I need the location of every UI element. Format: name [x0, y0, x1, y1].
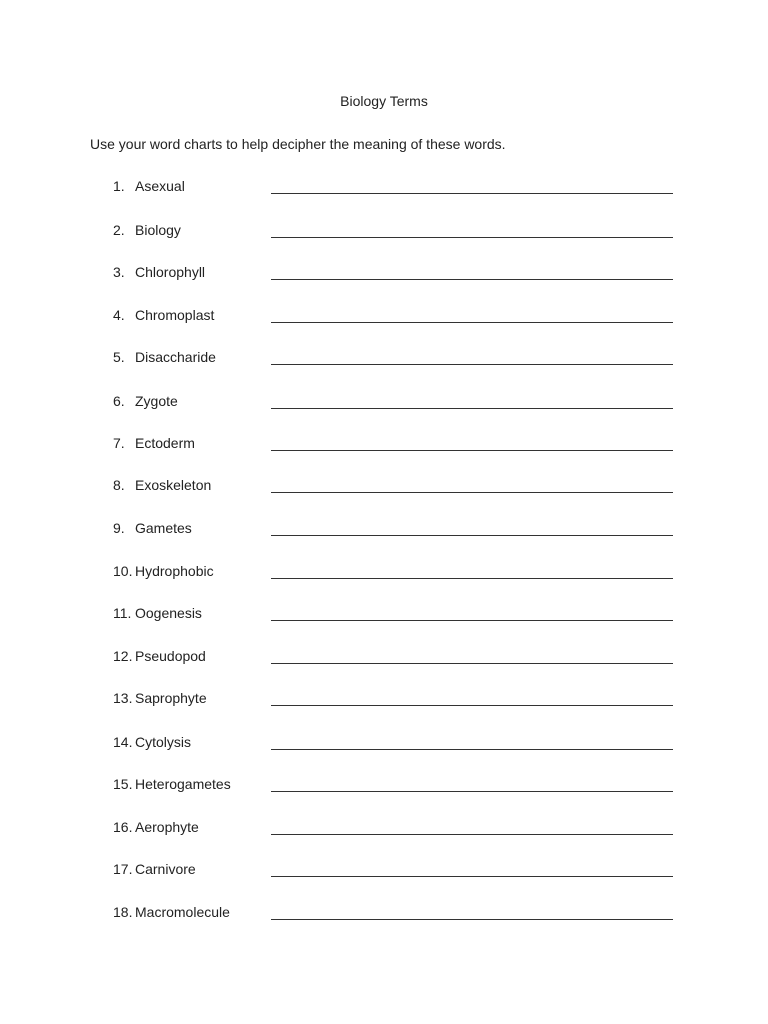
- term-row: [0, 819, 768, 841]
- page-title: Biology Terms: [340, 93, 428, 109]
- term-row: [0, 222, 768, 244]
- term-row: [0, 178, 768, 200]
- term-word: Carnivore: [135, 861, 196, 877]
- answer-blank-line: [271, 492, 673, 493]
- answer-blank-line: [271, 450, 673, 451]
- term-number: 10.: [113, 563, 133, 579]
- term-number: 2.: [113, 222, 125, 238]
- term-row: [0, 393, 768, 415]
- term-row: [0, 690, 768, 712]
- term-row: [0, 477, 768, 499]
- answer-blank-line: [271, 749, 673, 750]
- term-word: Macromolecule: [135, 904, 230, 920]
- term-number: 8.: [113, 477, 125, 493]
- term-number: 17.: [113, 861, 133, 877]
- term-row: [0, 563, 768, 585]
- term-number: 9.: [113, 520, 125, 536]
- term-row: [0, 520, 768, 542]
- term-word: Chromoplast: [135, 307, 215, 323]
- term-word: Chlorophyll: [135, 264, 206, 280]
- term-number: 14.: [113, 734, 133, 750]
- answer-blank-line: [271, 834, 673, 835]
- term-number: 18.: [113, 904, 133, 920]
- term-row: [0, 605, 768, 627]
- answer-blank-line: [271, 535, 673, 536]
- term-word: Oogenesis: [135, 605, 202, 621]
- term-number: 4.: [113, 307, 125, 323]
- term-word: Ectoderm: [135, 435, 195, 451]
- answer-blank-line: [271, 237, 673, 238]
- answer-blank-line: [271, 193, 673, 194]
- answer-blank-line: [271, 663, 673, 664]
- answer-blank-line: [271, 620, 673, 621]
- term-word: Heterogametes: [135, 776, 231, 792]
- term-number: 6.: [113, 393, 125, 409]
- term-row: [0, 435, 768, 457]
- term-word: Asexual: [135, 178, 185, 194]
- answer-blank-line: [271, 876, 673, 877]
- answer-blank-line: [271, 919, 673, 920]
- term-number: 3.: [113, 264, 125, 280]
- term-word: Pseudopod: [135, 648, 206, 664]
- term-row: [0, 861, 768, 883]
- term-row: [0, 648, 768, 670]
- term-number: 1.: [113, 178, 125, 194]
- answer-blank-line: [271, 408, 673, 409]
- answer-blank-line: [271, 791, 673, 792]
- answer-blank-line: [271, 705, 673, 706]
- term-word: Hydrophobic: [135, 563, 214, 579]
- term-word: Cytolysis: [135, 734, 192, 750]
- term-word: Gametes: [135, 520, 192, 536]
- term-word: Zygote: [135, 393, 178, 409]
- term-row: [0, 734, 768, 756]
- term-word: Exoskeleton: [135, 477, 212, 493]
- term-word: Aerophyte: [135, 819, 199, 835]
- term-number: 16.: [113, 819, 133, 835]
- term-word: Biology: [135, 222, 181, 238]
- term-number: 13.: [113, 690, 133, 706]
- term-word: Saprophyte: [135, 690, 207, 706]
- term-row: [0, 776, 768, 798]
- answer-blank-line: [271, 279, 673, 280]
- term-row: [0, 349, 768, 371]
- term-row: [0, 904, 768, 926]
- term-word: Disaccharide: [135, 349, 216, 365]
- term-number: 11.: [113, 605, 132, 621]
- term-row: [0, 307, 768, 329]
- instructions-text: Use your word charts to help decipher the meaning of these words.: [90, 136, 506, 152]
- term-number: 15.: [113, 776, 133, 792]
- term-number: 7.: [113, 435, 125, 451]
- answer-blank-line: [271, 322, 673, 323]
- term-number: 5.: [113, 349, 125, 365]
- term-number: 12.: [113, 648, 133, 664]
- term-row: [0, 264, 768, 286]
- answer-blank-line: [271, 578, 673, 579]
- answer-blank-line: [271, 364, 673, 365]
